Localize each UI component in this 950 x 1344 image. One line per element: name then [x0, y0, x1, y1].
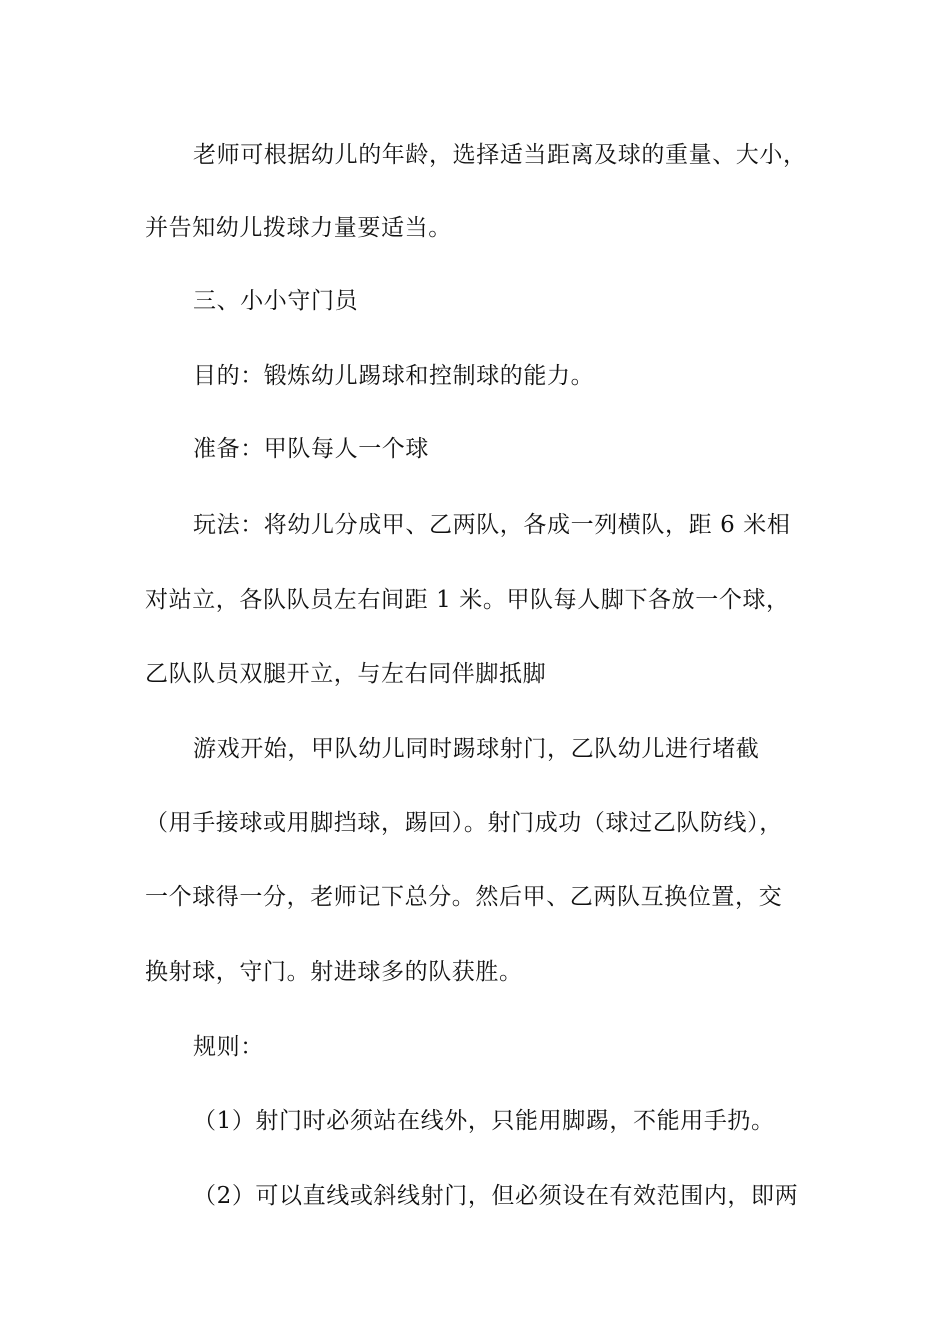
- paragraph-line: 换射球，守门。射进球多的队获胜。: [145, 959, 523, 985]
- rule-item: （1）射门时必须站在线外，只能用脚踢，不能用手扔。: [193, 1108, 775, 1134]
- paragraph-line: 游戏开始，甲队幼儿同时踢球射门，乙队幼儿进行堵截: [193, 736, 760, 762]
- paragraph-line: 准备：甲队每人一个球: [193, 436, 429, 462]
- paragraph-line: （用手接球或用脚挡球，踢回）。射门成功（球过乙队防线），: [145, 810, 783, 836]
- section-heading: 三、小小守门员: [193, 288, 359, 314]
- paragraph-line: 并告知幼儿拨球力量要适当。: [145, 215, 452, 241]
- paragraph-line: 一个球得一分，老师记下总分。然后甲、乙两队互换位置，交: [145, 884, 783, 910]
- paragraph-line: 老师可根据幼儿的年龄，选择适当距离及球的重量、大小，: [193, 142, 807, 168]
- rule-item: （2）可以直线或斜线射门，但必须设在有效范围内，即两: [193, 1183, 799, 1209]
- paragraph-line: 对站立，各队队员左右间距 1 米。甲队每人脚下各放一个球，: [145, 587, 790, 613]
- paragraph-line: 乙队队员双腿开立，与左右同伴脚抵脚: [145, 661, 547, 687]
- paragraph-line: 目的：锻炼幼儿踢球和控制球的能力。: [193, 363, 595, 389]
- section-heading: 规则：: [193, 1034, 264, 1060]
- paragraph-line: 玩法：将幼儿分成甲、乙两队，各成一列横队，距 6 米相: [193, 512, 791, 538]
